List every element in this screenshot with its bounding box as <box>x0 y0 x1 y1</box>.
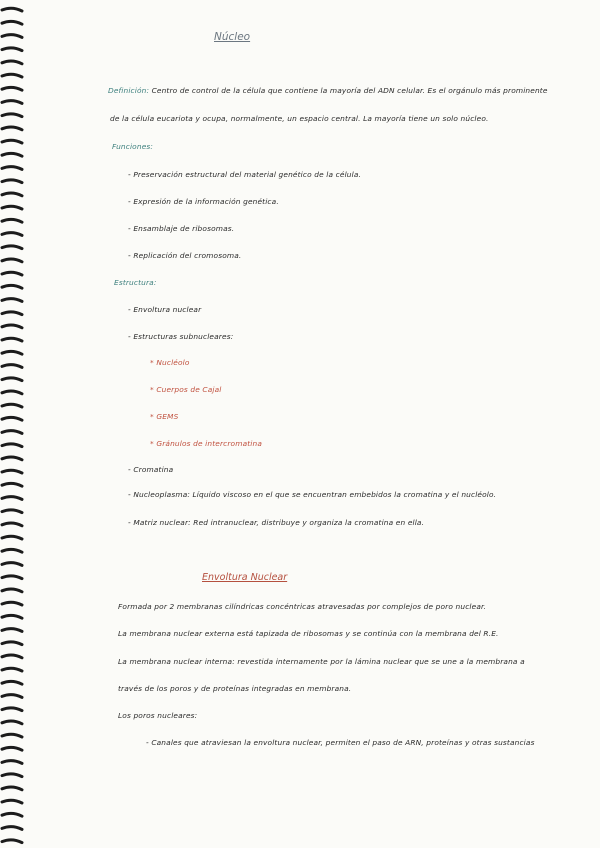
spiral-coil <box>2 431 22 434</box>
spiral-coil <box>2 629 22 632</box>
spiral-coil <box>2 193 22 196</box>
spiral-coil <box>2 483 22 486</box>
spiral-coil <box>2 153 22 156</box>
estructura-heading: Estructura: <box>114 278 157 287</box>
spiral-coil <box>2 642 22 645</box>
spiral-coil <box>2 721 22 724</box>
funcion-item: - Ensamblaje de ribosomas. <box>128 224 235 233</box>
spiral-coil <box>2 747 22 750</box>
spiral-coil <box>2 695 22 698</box>
estructura-item: - Cromatina <box>128 465 174 474</box>
estructura-item: - Envoltura nuclear <box>128 305 202 314</box>
spiral-coil <box>2 101 22 104</box>
spiral-coil <box>2 470 22 473</box>
spiral-coil <box>2 167 22 170</box>
spiral-coil <box>2 378 22 381</box>
spiral-coil <box>2 827 22 830</box>
spiral-coil <box>2 523 22 526</box>
envoltura-line: - Canales que atraviesan la envoltura nuclear, permiten el paso de ARN, proteínas y otras sustancias <box>146 738 535 747</box>
spiral-coil <box>2 457 22 460</box>
spiral-coil <box>2 787 22 790</box>
intro-line-1 <box>108 86 548 95</box>
spiral-coil <box>2 417 22 420</box>
spiral-coil <box>2 761 22 764</box>
estructura-item: - Nucleoplasma: Líquido viscoso en el que se encuentran embebidos la cromatina y el nucléolo. <box>128 490 497 499</box>
spiral-binding <box>0 0 28 848</box>
estructura-item: - Estructuras subnucleares: <box>128 332 234 341</box>
spiral-coil <box>2 774 22 777</box>
page-title: Núcleo <box>214 31 251 43</box>
spiral-coil <box>2 365 22 368</box>
spiral-coil <box>2 404 22 407</box>
spiral-coil <box>2 180 22 183</box>
envoltura-line: Los poros nucleares: <box>118 711 198 720</box>
envoltura-line: Formada por 2 membranas cilíndricas concéntricas atravesadas por complejos de poro nuclear. <box>118 602 487 611</box>
spiral-coil <box>2 497 22 500</box>
spiral-coil <box>2 708 22 711</box>
subnuclear-item: * GEMS <box>150 412 179 421</box>
spiral-coil <box>2 602 22 605</box>
spiral-coil <box>2 246 22 249</box>
spiral-coil <box>2 681 22 684</box>
spiral-coil <box>2 219 22 222</box>
spiral-coil <box>2 272 22 275</box>
spiral-coil <box>2 734 22 737</box>
spiral-coil <box>2 35 22 38</box>
subnuclear-item: * Gránulos de intercromatina <box>150 439 263 448</box>
spiral-coil <box>2 391 22 394</box>
spiral-coil <box>2 800 22 803</box>
subnuclear-item: * Nucléolo <box>150 358 190 367</box>
spiral-coil <box>2 351 22 354</box>
spiral-coil <box>2 655 22 658</box>
funcion-item: - Replicación del cromosoma. <box>128 251 242 260</box>
spiral-coil <box>2 259 22 262</box>
spiral-coil <box>2 87 22 90</box>
spiral-coil <box>2 61 22 64</box>
spiral-coil <box>2 233 22 236</box>
spiral-coil <box>2 536 22 539</box>
envoltura-line: través de los poros y de proteínas integradas en membrana. <box>118 684 352 693</box>
spiral-coil <box>2 840 22 843</box>
spiral-coil <box>2 668 22 671</box>
estructura-item: - Matriz nuclear: Red intranuclear, distribuye y organiza la cromatina en ella. <box>128 518 425 527</box>
intro-text-1: Centro de control de la célula que contiene la mayoría del ADN celular. Es el orgánulo más prominente <box>151 86 548 95</box>
spiral-coil <box>2 813 22 816</box>
envoltura-line: La membrana nuclear externa está tapizada de ribosomas y se continúa con la membrana del R.E. <box>118 629 499 638</box>
spiral-coil <box>2 74 22 77</box>
spiral-coil <box>2 444 22 447</box>
spiral-coil <box>2 127 22 130</box>
subnuclear-item: * Cuerpos de Cajal <box>150 385 222 394</box>
spiral-coil <box>2 325 22 328</box>
spiral-coil <box>2 21 22 24</box>
spiral-coil <box>2 48 22 51</box>
spiral-coil <box>2 510 22 513</box>
spiral-coil <box>2 285 22 288</box>
spiral-coil <box>2 615 22 618</box>
spiral-coil <box>2 299 22 302</box>
spiral-coil <box>2 563 22 566</box>
funciones-heading: Funciones: <box>112 142 154 151</box>
spiral-coil <box>2 589 22 592</box>
envoltura-line: La membrana nuclear interna: revestida internamente por la lámina nuclear que se une a la membrana a <box>118 657 525 666</box>
funcion-item: - Preservación estructural del material genético de la célula. <box>128 170 361 179</box>
spiral-coil <box>2 206 22 209</box>
funcion-item: - Expresión de la información genética. <box>128 197 279 206</box>
definition-term: Definición: <box>108 86 150 95</box>
intro-line-2: de la célula eucariota y ocupa, normalmente, un espacio central. La mayoría tiene un solo núcleo. <box>110 114 489 123</box>
spiral-coil <box>2 576 22 579</box>
spiral-coil <box>2 338 22 341</box>
envoltura-heading: Envoltura Nuclear <box>202 572 288 583</box>
spiral-coil <box>2 114 22 117</box>
spiral-coil <box>2 8 22 11</box>
spiral-coil <box>2 549 22 552</box>
spiral-coil <box>2 312 22 315</box>
notebook-page <box>28 0 600 848</box>
spiral-coil <box>2 140 22 143</box>
